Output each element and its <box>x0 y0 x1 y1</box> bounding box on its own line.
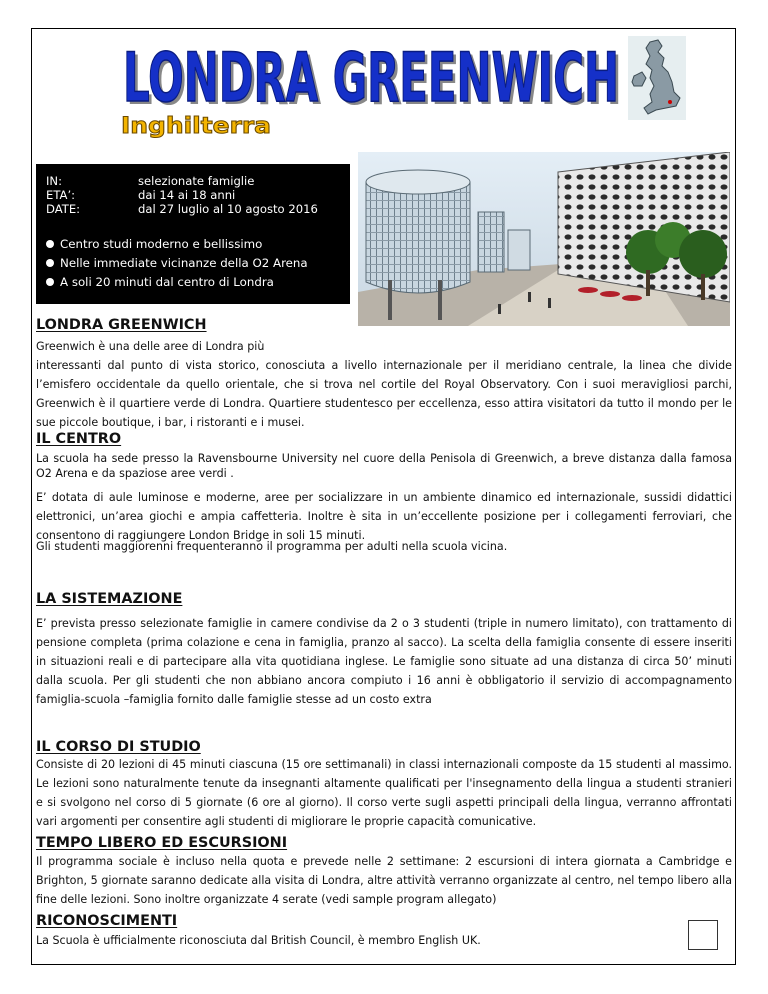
info-bullet-list <box>46 234 308 291</box>
info-key: ETA’: <box>46 188 76 202</box>
bullet-text: Centro studi moderno e bellissimo <box>60 236 263 251</box>
title-shadow: LONDRA GREENWICH <box>126 42 622 106</box>
bullet-text: Nelle immediate vicinanze della O2 Arena <box>60 255 308 270</box>
section-text-centro-3: Gli studenti maggiorenni frequenteranno il programma per adulti nella scuola vicina. <box>36 540 508 553</box>
section-title-centro: IL CENTRO <box>36 431 122 447</box>
section-title-corso: IL CORSO DI STUDIO <box>36 739 201 755</box>
bullet-icon <box>46 240 54 248</box>
bullet-text: A soli 20 minuti dal centro di Londra <box>60 274 274 289</box>
bullet-icon <box>46 259 54 267</box>
list-item <box>46 272 308 291</box>
list-item <box>46 234 308 253</box>
info-box <box>36 164 350 304</box>
page-subtitle <box>120 112 290 138</box>
info-row-in <box>46 174 254 188</box>
title-text: LONDRA GREENWICH <box>123 39 619 106</box>
section-title-tempo: TEMPO LIBERO ED ESCURSIONI <box>36 835 288 851</box>
list-item <box>46 253 308 272</box>
section-text-tempo: Il programma sociale è incluso nella quota e prevede nelle 2 settimane: 2 escursioni di intera giornata a Cambridge e Brighton, 5 giornate saranno dedicate alla visita di Londra, altre attività verranno organizzate al centro, nel tempo libero alla fine delle lezioni. Sono inoltre organizzate 4 serate (vedi sample program allegato) <box>36 855 732 906</box>
info-row-date <box>46 202 318 216</box>
info-value: selezionate famiglie <box>138 174 255 188</box>
subtitle-text: Inghilterra <box>121 114 271 138</box>
info-value: dal 27 luglio al 10 agosto 2016 <box>138 202 318 216</box>
info-key: IN: <box>46 174 62 188</box>
section-text-riconoscimenti: La Scuola è ufficialmente riconosciuta dal British Council, è membro English UK. <box>36 934 481 947</box>
checkbox[interactable] <box>688 920 718 950</box>
section-title-riconoscimenti: RICONOSCIMENTI <box>36 913 178 929</box>
greenwich-body: interessanti dal punto di vista storico, conosciuta a livello internazionale per il meridiano centrale, la linea che divide l’emisfero occidentale da quello orientale, che si trova nel cortile del Royal Observatory. Con i suoi meravigliosi parchi, Greenwich è il quartiere verde di Londra. Quartiere studentesco per eccellenza, esso attira visitatori da tutto il mondo per le sue piccole boutique, i bar, i ristoranti e i musei. <box>36 359 732 429</box>
section-text-centro-1: La scuola ha sede presso la Ravensbourne University nel cuore della Penisola di Greenwich, a breve distanza dalla famosa O2 Arena e da spaziose aree verdi . <box>36 452 732 480</box>
greenwich-lead-line: Greenwich è una delle aree di Londra più <box>36 340 265 353</box>
section-text-corso: Consiste di 20 lezioni di 45 minuti ciascuna (15 ore settimanali) in classi internazionali composte da 15 studenti al massimo. Le lezioni sono naturalmente tenute da insegnanti altamente qualificati per l'insegnamento della lingua a studenti stranieri e si svolgono nel corso di 5 giornate (6 ore al giorno). Il corso verte sugli aspetti principali della lingua, verranno affrontati vari argomenti per consentire agli studenti di migliorare le proprie capacità comunicative. <box>36 758 732 828</box>
section-text-sistemazione: E’ prevista presso selezionate famiglie in camere condivise da 2 o 3 studenti (triple in numero limitato), con trattamento di pensione completa (prima colazione e cena in famiglia, pranzo al sacco). La scelta della famiglia consente di essere inseriti in situazioni reali e di partecipare alla vita quotidiana inglese. Le famiglie sono situate ad una distanza di circa 50’ minuti dalla scuola. Per gli studenti che non abbiano ancora compiuto i 16 anni è obbligatorio il servizio di accompagnamento famiglia-scuola –famiglia fornito dalle famiglie stesse ad un costo extra <box>36 617 732 706</box>
info-value: dai 14 ai 18 anni <box>138 188 236 202</box>
page-title <box>120 34 625 106</box>
uk-map-icon <box>628 36 686 120</box>
campus-photo <box>358 152 730 326</box>
info-key: DATE: <box>46 202 81 216</box>
section-title-sistemazione: LA SISTEMAZIONE <box>36 591 183 607</box>
bullet-icon <box>46 278 54 286</box>
section-title-greenwich: LONDRA GREENWICH <box>36 317 207 333</box>
section-text-centro-2: E’ dotata di aule luminose e moderne, aree per socializzare in un ambiente dinamico ed internazionale, sussidi didattici elettronici, un’area giochi e ampia caffetteria. Inoltre è sita in un’eccellente posizione per i collegamenti ferroviari, che consentono di raggiungere London Bridge in soli 15 minuti. <box>36 491 732 542</box>
info-row-eta <box>46 188 235 202</box>
section-text-greenwich <box>36 337 732 432</box>
